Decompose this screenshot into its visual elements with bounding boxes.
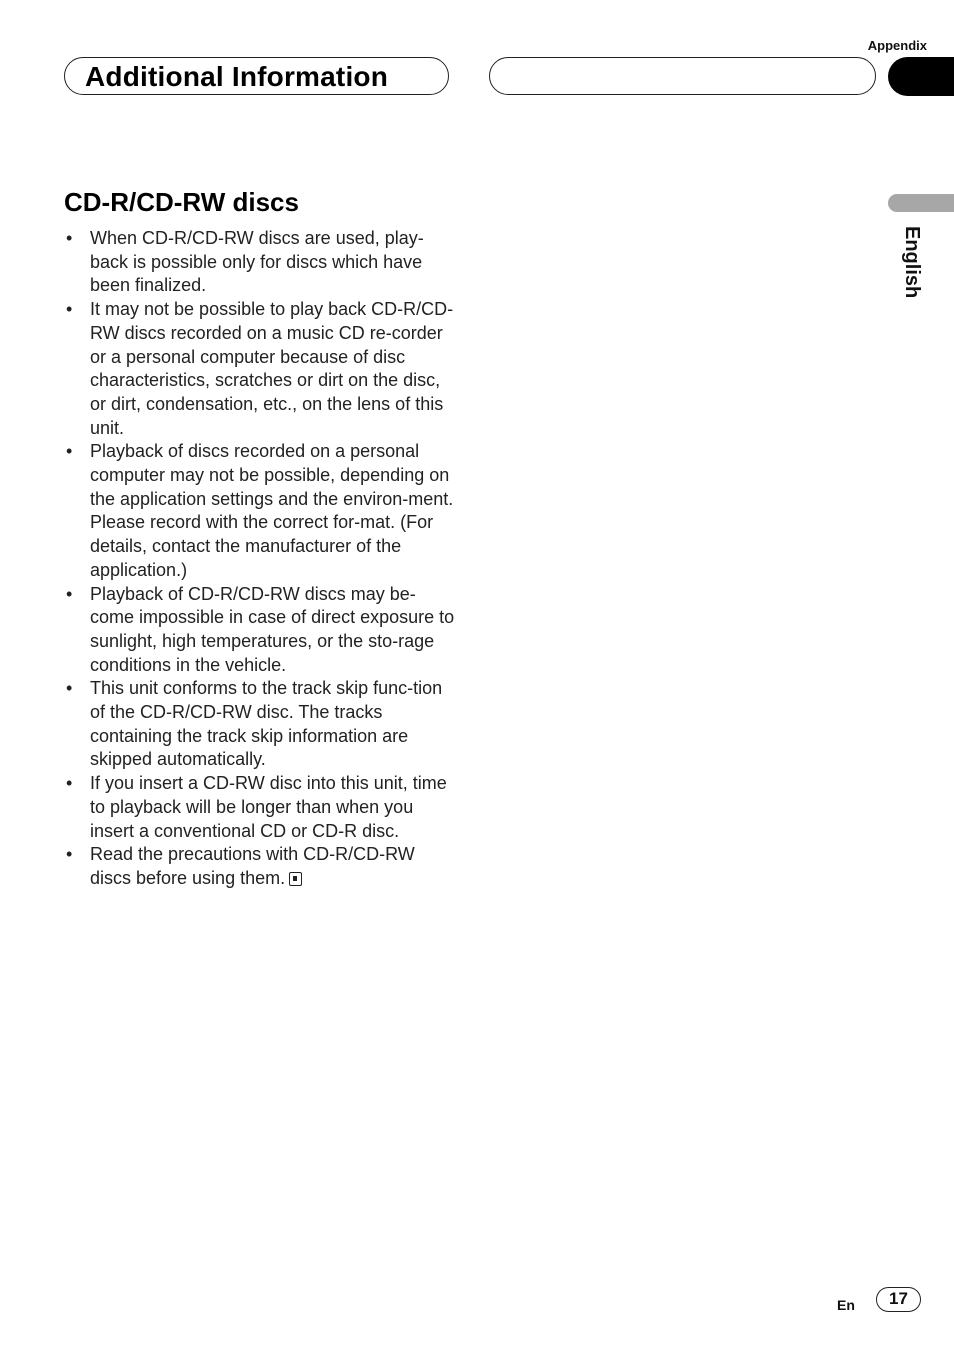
- page-number: 17: [876, 1287, 921, 1312]
- footer-language: En: [837, 1297, 855, 1313]
- language-label: English: [901, 226, 923, 299]
- bullet-glyph: •: [66, 773, 73, 794]
- bullet-glyph: •: [66, 228, 73, 248]
- header-black-tab: [888, 57, 954, 96]
- list-item-text: Playback of discs recorded on a personal computer may not be possible, depending on the application settings and the environ-ment. Please record with the correct for-mat. (For details, contact the manufacturer of the application.): [90, 441, 454, 580]
- list-item-text: Read the precautions with CD-R/CD-RW discs before using them.: [90, 844, 415, 888]
- bullet-glyph: •: [66, 678, 73, 699]
- bullet-glyph: •: [66, 844, 73, 865]
- end-of-section-icon: [289, 872, 302, 886]
- list-item-text: When CD-R/CD-RW discs are used, play-back is possible only for discs which have been finalized.: [90, 228, 424, 296]
- bullet-list: [64, 227, 456, 891]
- section-title: CD-R/CD-RW discs: [64, 187, 299, 217]
- bullet-glyph: •: [66, 441, 73, 462]
- list-item: [64, 227, 456, 298]
- list-item: [64, 440, 456, 582]
- list-item: [64, 677, 456, 772]
- language-tab-marker: [888, 194, 954, 212]
- language-sidebar: [897, 226, 927, 316]
- list-item-text: If you insert a CD-RW disc into this unit, time to playback will be longer than when you insert a conventional CD or CD-R disc.: [90, 773, 447, 841]
- list-item-text: It may not be possible to play back CD-R/CD-RW discs recorded on a music CD re-corder or a personal computer because of disc characteristics, scratches or dirt on the disc, or dirt, condensation, etc., on the lens of this unit.: [90, 299, 454, 438]
- list-item: [64, 772, 456, 843]
- list-item: [64, 298, 456, 440]
- list-item-text: Playback of CD-R/CD-RW discs may be-come impossible in case of direct exposure to sunlight, high temperatures, or the sto-rage conditions in the vehicle.: [90, 583, 455, 675]
- list-item-text: This unit conforms to the track skip func-tion of the CD-R/CD-RW disc. The tracks containing the track skip information are skipped automatically.: [90, 678, 443, 770]
- bullet-glyph: •: [66, 299, 73, 320]
- appendix-label: Appendix: [867, 38, 927, 53]
- list-item: [64, 583, 456, 678]
- header-empty-pill: [489, 57, 876, 95]
- bullet-glyph: •: [66, 583, 73, 604]
- list-item: [64, 843, 456, 890]
- header-title: Additional Information: [85, 61, 389, 92]
- header-title-pill: [64, 57, 449, 95]
